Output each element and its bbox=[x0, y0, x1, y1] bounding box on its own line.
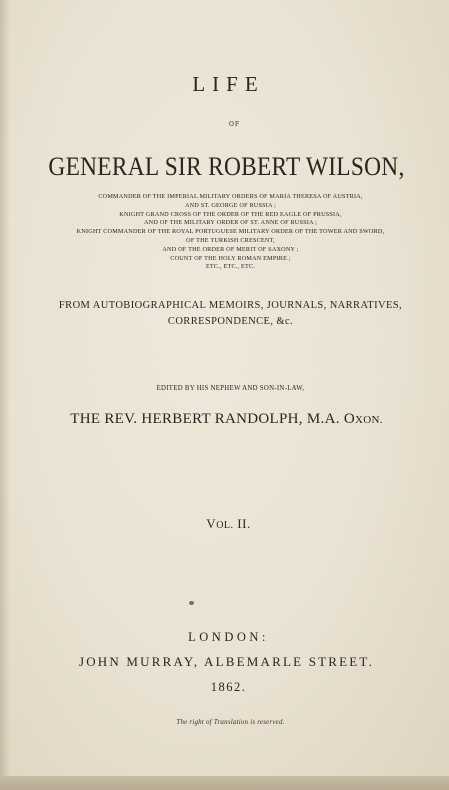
honours-line: COMMANDER OF THE IMPERIAL MILITARY ORDERS OF MARIA THERESA OF AUSTRIA, bbox=[98, 193, 363, 200]
sources-line-2: CORRESPONDENCE, &c. bbox=[167, 316, 294, 327]
editor-name-main: THE REV. HERBERT RANDOLPH, M.A. bbox=[70, 411, 344, 427]
imprint-city: LONDON: bbox=[188, 630, 269, 644]
imprint-year: 1862. bbox=[210, 680, 247, 694]
title-life: LIFE bbox=[192, 72, 265, 96]
honours-line: AND ST. GEORGE OF RUSSIA ; bbox=[184, 201, 277, 209]
honours-line: KNIGHT GRAND CROSS OF THE ORDER OF THE RED EAGLE OF PRUSSIA, bbox=[119, 210, 342, 218]
edited-by: EDITED BY HIS NEPHEW AND SON-IN-LAW, bbox=[156, 385, 305, 392]
honours-line: AND OF THE ORDER OF MERIT OF SAXONY ; bbox=[162, 245, 299, 253]
volume-rest: OL. bbox=[216, 520, 234, 531]
sources-line-1: FROM AUTOBIOGRAPHICAL MEMOIRS, JOURNALS, NARRATIVES, bbox=[58, 300, 403, 311]
title-of: OF bbox=[228, 121, 241, 128]
volume-numeral: II. bbox=[233, 516, 251, 531]
imprint-publisher: JOHN MURRAY, ALBEMARLE STREET. bbox=[78, 654, 375, 669]
spine-shadow bbox=[0, 0, 10, 790]
honours-list bbox=[6, 193, 449, 272]
editor-oxon-initial: O bbox=[343, 411, 355, 427]
volume-initial: V bbox=[206, 516, 217, 531]
rights-notice: The right of Translation is reserved. bbox=[176, 718, 285, 726]
title-name: GENERAL SIR ROBERT WILSON, bbox=[48, 152, 405, 181]
honours-line: AND OF THE MILITARY ORDER OF ST. ANNE OF RUSSIA ; bbox=[144, 219, 317, 227]
honours-line: KNIGHT COMMANDER OF THE ROYAL PORTUGUESE MILITARY ORDER OF THE TOWER AND SWORD, bbox=[76, 228, 385, 236]
honours-line: OF THE TURKISH CRESCENT, bbox=[186, 236, 275, 244]
page-bottom-edge bbox=[0, 776, 449, 790]
editor-name bbox=[2, 411, 449, 428]
honours-line: COUNT OF THE HOLY ROMAN EMPIRE ; bbox=[170, 254, 291, 262]
editor-oxon-rest: XON. bbox=[354, 414, 383, 426]
volume-number bbox=[4, 516, 449, 532]
ink-spot bbox=[189, 601, 194, 605]
honours-line: ETC., ETC., ETC. bbox=[205, 263, 256, 271]
sources-description bbox=[6, 298, 449, 330]
